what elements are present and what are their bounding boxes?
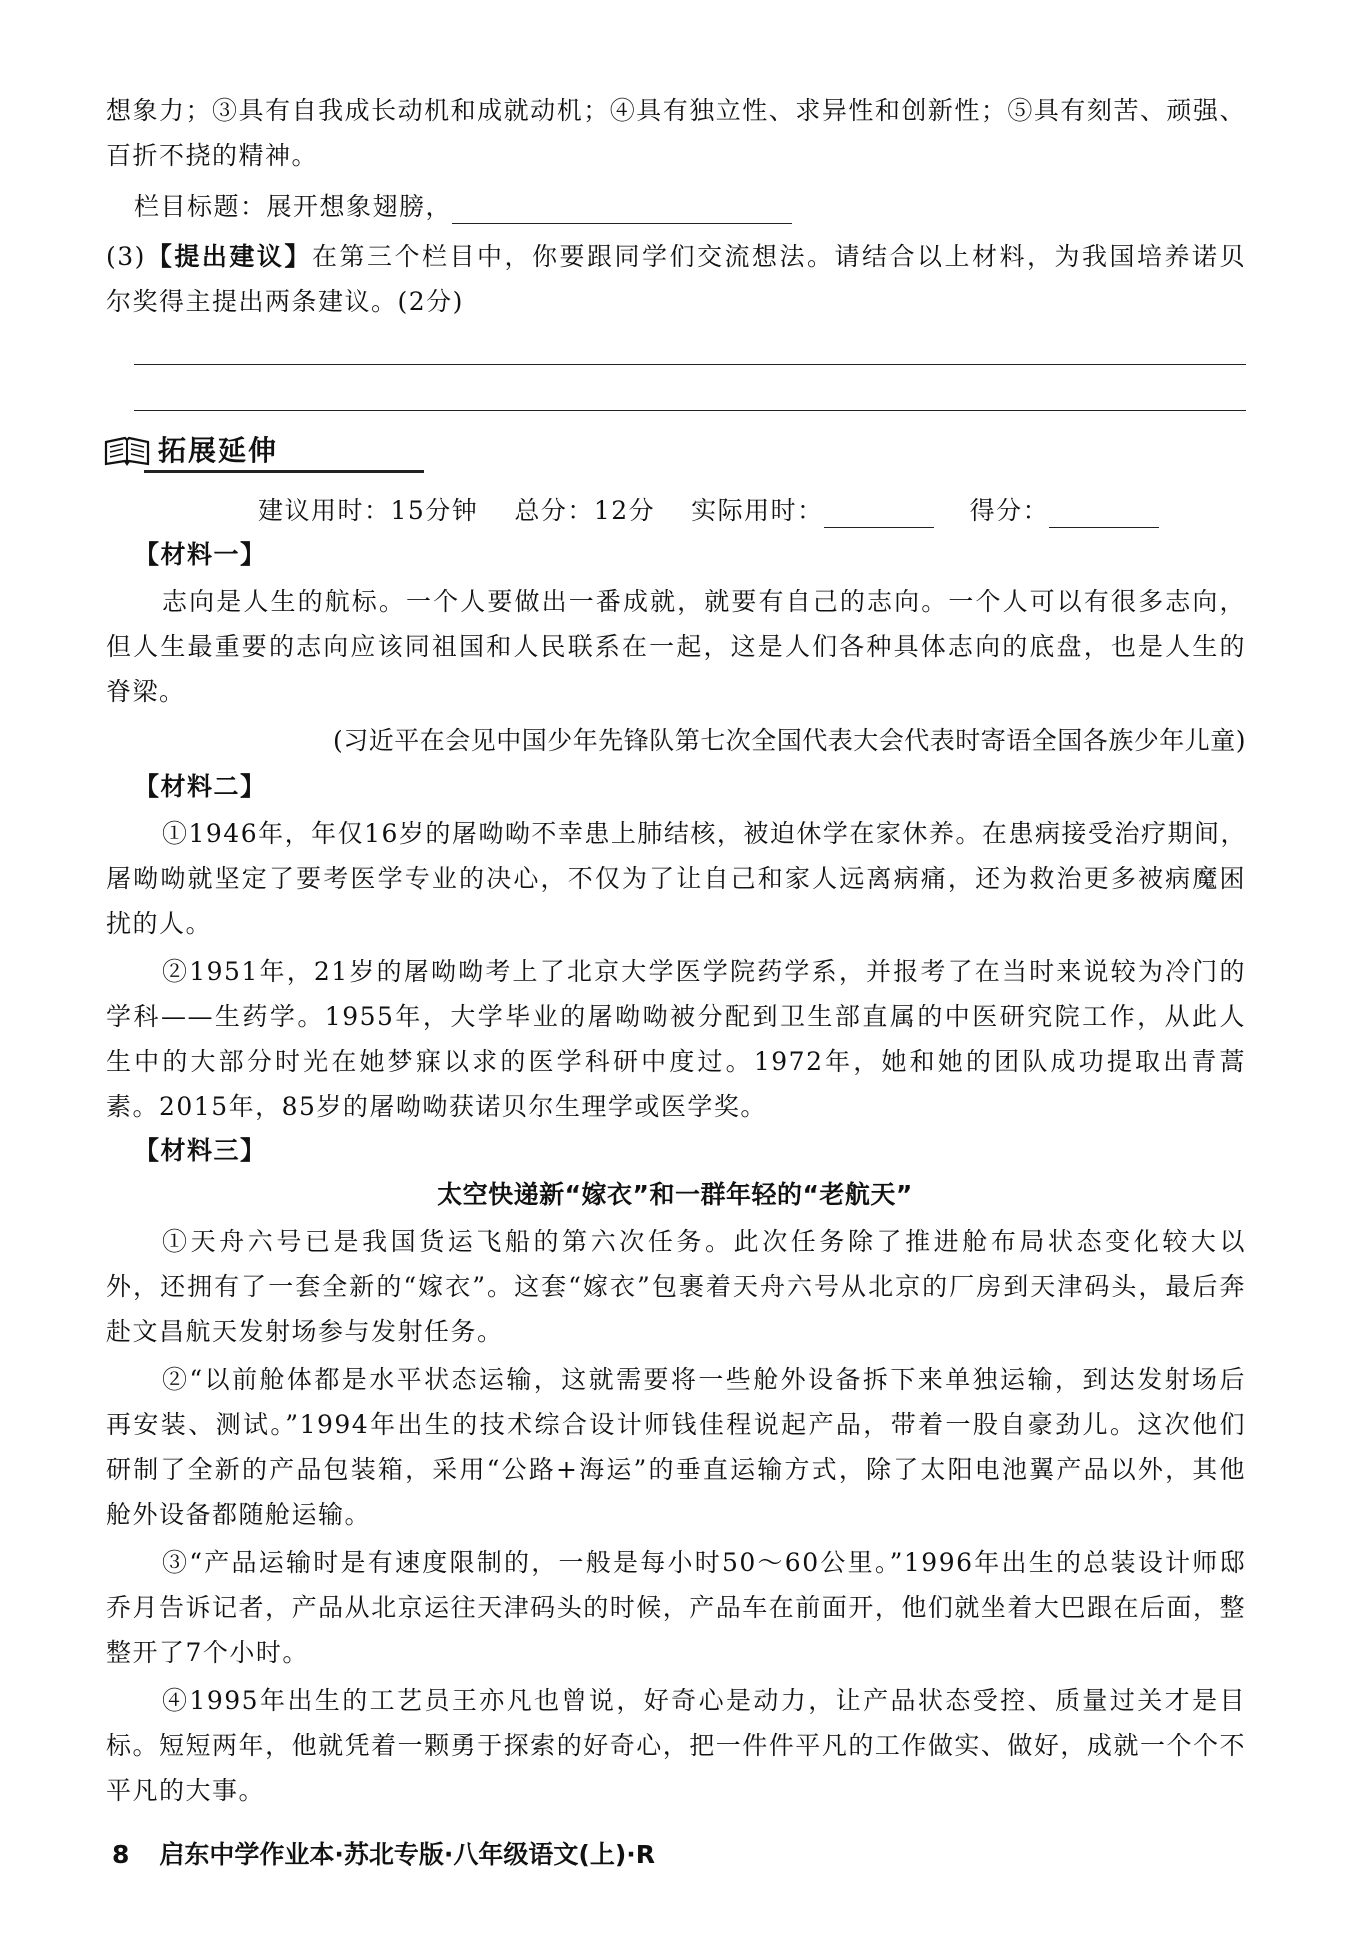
column-title-prompt bbox=[134, 190, 792, 224]
text-line: ③“产品运输时是有速度限制的，一般是每小时50～60公里。”1996年出生的总装设计师邸 bbox=[162, 1548, 1246, 1577]
score-label: 得分： bbox=[969, 496, 1050, 525]
text-line: ④1995年出生的工艺员王亦凡也曾说，好奇心是动力，让产品状态受控、质量过关才是目 bbox=[162, 1686, 1246, 1715]
material-1-tag: 【材料一】 bbox=[134, 540, 267, 569]
text-line: 平凡的大事。 bbox=[106, 1776, 266, 1805]
text-line: 乔月告诉记者，产品从北京运往天津码头的时候，产品车在前面开，他们就坐着大巴跟在后面，整 bbox=[106, 1593, 1246, 1622]
text-line: 再安装、测试。”1994年出生的技术综合设计师钱佳程说起产品，带着一股自豪劲儿。这次他们 bbox=[106, 1410, 1246, 1439]
book-title: 启东中学作业本·苏北专版·八年级语文(上)·R bbox=[159, 1840, 656, 1869]
total-score: 总分：12分 bbox=[514, 496, 656, 525]
text-line: 百折不挠的精神。 bbox=[106, 141, 319, 170]
text-line: 尔奖得主提出两条建议。(2分) bbox=[106, 287, 464, 316]
time-score-row bbox=[258, 494, 1159, 528]
material-2-tag: 【材料二】 bbox=[134, 772, 267, 801]
text-line: ①1946年，年仅16岁的屠呦呦不幸患上肺结核，被迫休学在家休养。在患病接受治疗期间， bbox=[162, 819, 1247, 848]
answer-line[interactable] bbox=[134, 410, 1246, 411]
article-heading: 太空快递新“嫁衣”和一群年轻的“老航天” bbox=[437, 1180, 913, 1209]
text-line: 外，还拥有了一套全新的“嫁衣”。这套“嫁衣”包裹着天舟六号从北京的厂房到天津码头，最后奔 bbox=[106, 1272, 1246, 1301]
answer-blank[interactable] bbox=[452, 197, 792, 224]
actual-time-blank[interactable] bbox=[824, 501, 934, 528]
text-line: ②“以前舱体都是水平状态运输，这就需要将一些舱外设备拆下来单独运输，到达发射场后 bbox=[162, 1365, 1246, 1394]
column-title-label: 栏目标题：展开想象翅膀， bbox=[134, 192, 453, 221]
text-line: 志向是人生的航标。一个人要做出一番成就，就要有自己的志向。一个人可以有很多志向， bbox=[162, 587, 1246, 616]
question-text: 在第三个栏目中，你要跟同学们交流想法。请结合以上材料，为我国培养诺贝 bbox=[311, 242, 1246, 271]
text-line: ②1951年，21岁的屠呦呦考上了北京大学医学院药学系，并报考了在当时来说较为冷门的 bbox=[162, 957, 1246, 986]
text-line: 舱外设备都随舱运输。 bbox=[106, 1500, 372, 1529]
page-footer bbox=[112, 1838, 655, 1872]
text-line: 脊梁。 bbox=[106, 677, 186, 706]
text-line: 赴文昌航天发射场参与发射任务。 bbox=[106, 1317, 504, 1346]
answer-line[interactable] bbox=[134, 364, 1246, 365]
text-line: 标。短短两年，他就凭着一颗勇于探索的好奇心，把一件件平凡的工作做实、做好，成就一个个不 bbox=[106, 1731, 1246, 1760]
actual-time-label: 实际用时： bbox=[691, 496, 824, 525]
text-line: 整开了7个小时。 bbox=[106, 1638, 309, 1667]
material-1-source: (习近平在会见中国少年先锋队第七次全国代表大会代表时寄语全国各族少年儿童) bbox=[332, 726, 1246, 755]
text-line: 生中的大部分时光在她梦寐以求的医学科研中度过。1972年，她和她的团队成功提取出青蒿 bbox=[106, 1047, 1246, 1076]
text-line: 学科——生药学。1955年，大学毕业的屠呦呦被分配到卫生部直属的中医研究院工作，从此人 bbox=[106, 1002, 1246, 1031]
text-line: 扰的人。 bbox=[106, 909, 213, 938]
text-line: 素。2015年，85岁的屠呦呦获诺贝尔生理学或医学奖。 bbox=[106, 1092, 767, 1121]
question-3 bbox=[106, 240, 1246, 274]
text-line: 想象力；③具有自我成长动机和成就动机；④具有独立性、求异性和创新性；⑤具有刻苦、顽强、 bbox=[106, 96, 1246, 125]
section-underline bbox=[144, 470, 424, 473]
text-line: ①天舟六号已是我国货运飞船的第六次任务。此次任务除了推进舱布局状态变化较大以 bbox=[162, 1227, 1246, 1256]
text-line: 但人生最重要的志向应该同祖国和人民联系在一起，这是人们各种具体志向的底盘，也是人生的 bbox=[106, 632, 1246, 661]
page-number: 8 bbox=[112, 1840, 130, 1869]
score-blank[interactable] bbox=[1049, 501, 1159, 528]
material-3-tag: 【材料三】 bbox=[134, 1136, 267, 1165]
text-line: 屠呦呦就坚定了要考医学专业的决心，不仅为了让自己和家人远离病痛，还为救治更多被病魔困 bbox=[106, 864, 1246, 893]
text-line: 研制了全新的产品包装箱，采用“公路+海运”的垂直运输方式，除了太阳电池翼产品以外，其他 bbox=[106, 1455, 1246, 1484]
question-tag: 【提出建议】 bbox=[145, 242, 312, 271]
open-book-icon bbox=[104, 434, 150, 468]
section-title: 拓展延伸 bbox=[158, 434, 279, 467]
suggested-time: 建议用时：15分钟 bbox=[258, 496, 479, 525]
question-number: (3) bbox=[106, 242, 146, 271]
